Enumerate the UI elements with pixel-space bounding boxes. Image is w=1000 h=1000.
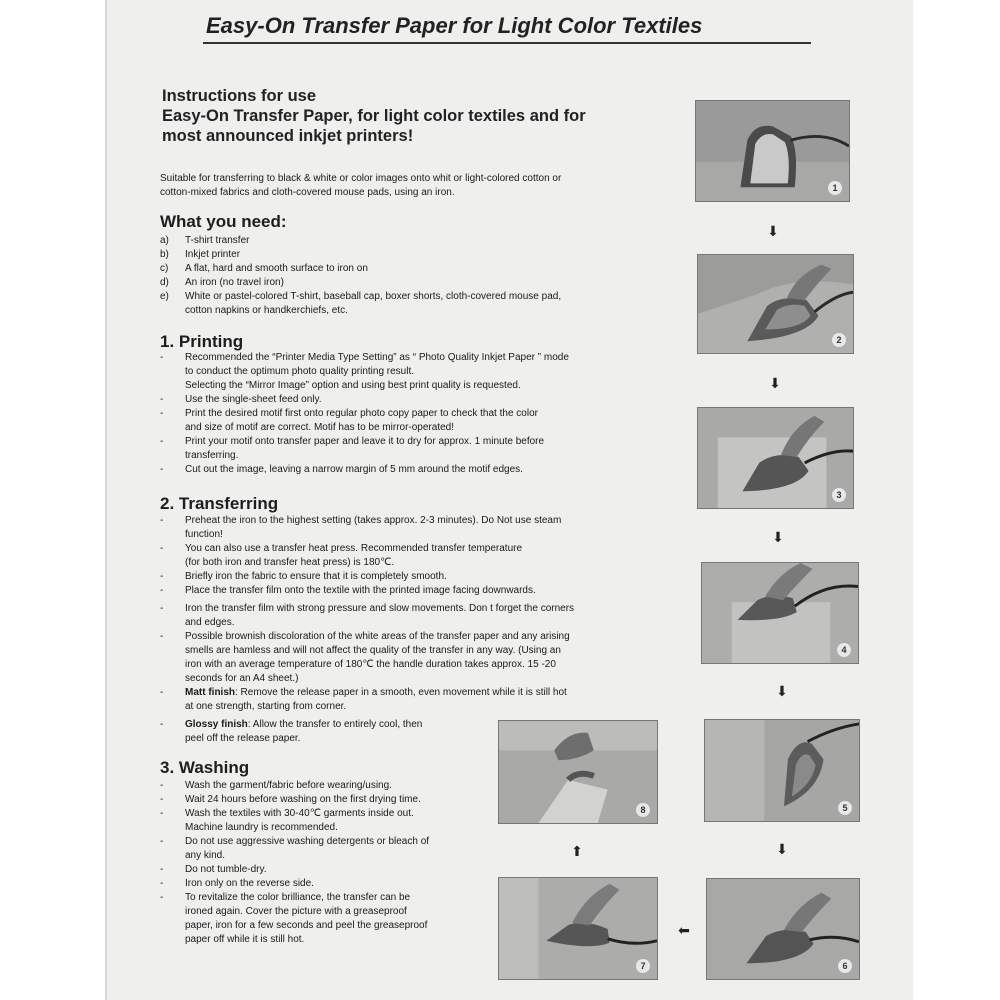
list-marker: [160, 732, 185, 746]
list-marker: -: [160, 836, 164, 847]
list-text: Place the transfer film onto the textile with the printed image facing downwards.: [185, 585, 536, 596]
list-text: You can also use a transfer heat press. Recommended transfer temperature: [185, 543, 523, 554]
list-text: cotton napkins or handkerchiefs, etc.: [185, 305, 348, 316]
step-number: 1: [828, 181, 842, 195]
matt-finish-text: : Remove the release paper in a smooth, even movement while it is still hot: [235, 687, 567, 698]
list-marker: e): [160, 291, 169, 302]
list-marker: -: [160, 687, 164, 698]
ironing-press-icon: [707, 879, 859, 979]
ironing-paper-icon: [698, 408, 853, 508]
step-number: 5: [838, 801, 852, 815]
list-marker: d): [160, 277, 169, 288]
list-text: iron with an average temperature of 180℃ the handle duration takes approx. 15 -20: [185, 659, 556, 670]
intro-line-2: Easy-On Transfer Paper, for light color textiles and for: [162, 107, 586, 125]
list-text: Inkjet printer: [185, 249, 241, 260]
list-text: Do not tumble-dry.: [185, 864, 267, 875]
list-text: peel off the release paper.: [185, 733, 301, 744]
arrow-down-icon: ⬇: [769, 375, 781, 391]
list-marker: [160, 449, 185, 463]
list-item: [160, 365, 569, 379]
list-item: [160, 584, 574, 598]
list-marker: b): [160, 249, 169, 260]
list-text: Selecting the “Mirror Image” option and using best print quality is requested.: [185, 380, 521, 391]
list-item: [160, 807, 429, 821]
arrow-left-icon: ⬅: [678, 922, 690, 938]
list-item-matt-finish: [160, 686, 574, 700]
list-marker: -: [160, 794, 164, 805]
list-text: [185, 686, 567, 700]
washing-list: [160, 779, 429, 947]
glossy-finish-label: Glossy finish: [185, 719, 248, 730]
arrow-down-icon: ⬇: [772, 529, 784, 545]
list-item: [160, 933, 429, 947]
list-item: [160, 835, 429, 849]
step-photo-8: [498, 720, 658, 824]
page-margin-right: [913, 0, 1000, 1000]
list-text: function!: [185, 529, 223, 540]
list-marker: -: [160, 394, 164, 405]
list-item: [160, 616, 574, 630]
list-text: White or pastel-colored T-shirt, baseball cap, boxer shorts, cloth-covered mouse pad,: [185, 291, 562, 302]
arrow-up-icon: ⬆: [571, 843, 583, 859]
list-item: [160, 248, 561, 262]
list-text: Wait 24 hours before washing on the first drying time.: [185, 794, 421, 805]
step-photo-7: [498, 877, 658, 980]
list-item: [160, 905, 429, 919]
intro-description-line: cotton-mixed fabrics and cloth-covered mouse pads, using an iron.: [160, 187, 455, 198]
list-marker: [160, 304, 185, 318]
list-item: [160, 435, 569, 449]
list-text: transferring.: [185, 450, 239, 461]
list-item: [160, 556, 574, 570]
list-item: [160, 644, 574, 658]
list-item: [160, 463, 569, 477]
list-item: [160, 528, 574, 542]
list-marker: -: [160, 892, 164, 903]
list-text: paper, iron for a few seconds and peel the greaseproof: [185, 920, 428, 931]
list-item: [160, 514, 574, 528]
list-text: (for both iron and transfer heat press) is 180℃.: [185, 557, 395, 568]
ironing-again-icon: [499, 878, 657, 979]
list-text: A flat, hard and smooth surface to iron on: [185, 263, 368, 274]
list-text: Print the desired motif first onto regular photo copy paper to check that the color: [185, 408, 538, 419]
list-item: [160, 863, 429, 877]
list-marker: -: [160, 585, 164, 596]
list-marker: -: [160, 436, 164, 447]
section-heading-printing: 1. Printing: [160, 332, 244, 351]
list-item: [160, 304, 561, 318]
step-number: 7: [636, 959, 650, 973]
list-text: Briefly iron the fabric to ensure that it is completely smooth.: [185, 571, 447, 582]
ironing-corner-icon: [702, 563, 858, 663]
list-marker: [160, 379, 185, 393]
step-number: 8: [636, 803, 650, 817]
list-marker: -: [160, 864, 164, 875]
list-item: [160, 351, 569, 365]
list-item: [160, 891, 429, 905]
section-heading-transferring: 2. Transferring: [160, 494, 279, 513]
list-item: [160, 393, 569, 407]
list-marker: -: [160, 631, 164, 642]
list-text: smells are hamless and will not affect the quality of the transfer in any way. (Using an: [185, 645, 561, 656]
list-text: Recommended the “Printer Media Type Setting” as “ Photo Quality Inkjet Paper ” mode: [185, 352, 569, 363]
iron-standing-icon: [696, 101, 849, 201]
list-text: paper off while it is still hot.: [185, 934, 305, 945]
list-text: and size of motif are correct. Motif has to be mirror-operated!: [185, 422, 454, 433]
list-marker: c): [160, 263, 169, 274]
list-text: Iron only on the reverse side.: [185, 878, 314, 889]
list-marker: -: [160, 808, 164, 819]
page-margin-left: [0, 0, 107, 1000]
list-marker: [160, 644, 185, 658]
list-text: Do not use aggressive washing detergents or bleach of: [185, 836, 430, 847]
intro-heading: [162, 86, 682, 146]
list-text: and edges.: [185, 617, 235, 628]
step-number: 2: [832, 333, 846, 347]
step-photo-2: [697, 254, 854, 354]
list-text: Wash the garment/fabric before wearing/using.: [185, 780, 392, 791]
list-item: [160, 276, 561, 290]
section-heading-what-you-need: What you need:: [160, 212, 287, 231]
list-item: [160, 542, 574, 556]
step-number: 4: [837, 643, 851, 657]
list-marker: -: [160, 878, 164, 889]
title-underline: [203, 42, 811, 44]
peeling-paper-icon: [499, 721, 657, 823]
list-item: [160, 779, 429, 793]
arrow-down-icon: ⬇: [776, 841, 788, 857]
list-item: [160, 602, 574, 616]
list-item: [160, 658, 574, 672]
list-marker: -: [160, 352, 164, 363]
list-item: [160, 630, 574, 644]
list-item: [160, 407, 569, 421]
list-marker: -: [160, 780, 164, 791]
list-marker: [160, 365, 185, 379]
step-photo-1: [695, 100, 850, 202]
list-marker: a): [160, 235, 169, 246]
list-item: [160, 919, 429, 933]
list-marker: [160, 616, 185, 630]
step-photo-6: [706, 878, 860, 980]
section-heading-washing: 3. Washing: [160, 758, 250, 777]
glossy-finish-text: : Allow the transfer to entirely cool, then: [247, 719, 423, 730]
needs-list: [160, 234, 561, 318]
list-text: Possible brownish discoloration of the white areas of the transfer paper and any arising: [185, 631, 570, 642]
list-marker: -: [160, 719, 164, 730]
step-photo-4: [701, 562, 859, 664]
arrow-down-icon: ⬇: [776, 683, 788, 699]
step-number: 3: [832, 488, 846, 502]
ironing-fabric-icon: [698, 255, 853, 353]
list-text: Cut out the image, leaving a narrow margin of 5 mm around the motif edges.: [185, 464, 523, 475]
matt-finish-label: Matt finish: [185, 687, 235, 698]
list-text: An iron (no travel iron): [185, 277, 284, 288]
list-marker: -: [160, 543, 164, 554]
list-marker: [160, 821, 185, 835]
list-item: [160, 700, 574, 714]
arrow-down-icon: ⬇: [767, 223, 779, 239]
intro-line-3: most announced inkjet printers!: [162, 127, 414, 145]
list-marker: [160, 905, 185, 919]
list-text: Print your motif onto transfer paper and leave it to dry for approx. 1 minute before: [185, 436, 545, 447]
list-item: [160, 379, 569, 393]
list-item: [160, 262, 561, 276]
ironing-edges-icon: [705, 720, 859, 821]
list-item: [160, 290, 561, 304]
list-item: [160, 421, 569, 435]
list-text: to conduct the optimum photo quality printing result.: [185, 366, 415, 377]
list-text: [185, 718, 422, 732]
list-item: [160, 449, 569, 463]
list-item: [160, 849, 429, 863]
list-item: [160, 672, 574, 686]
document-title: Easy-On Transfer Paper for Light Color Textiles: [206, 13, 703, 38]
printing-list: [160, 351, 569, 477]
list-text: at one strength, starting from corner.: [185, 701, 347, 712]
list-marker: -: [160, 515, 164, 526]
list-text: Use the single-sheet feed only.: [185, 394, 322, 405]
list-marker: [160, 700, 185, 714]
list-marker: [160, 421, 185, 435]
list-text: To revitalize the color brilliance, the transfer can be: [185, 892, 411, 903]
list-text: T-shirt transfer: [185, 235, 250, 246]
list-marker: [160, 528, 185, 542]
list-marker: [160, 672, 185, 686]
list-text: Machine laundry is recommended.: [185, 822, 338, 833]
list-marker: -: [160, 603, 164, 614]
intro-description-line: Suitable for transferring to black & white or color images onto whit or light-colored cotton or: [160, 173, 562, 184]
list-marker: [160, 919, 185, 933]
list-marker: [160, 933, 185, 947]
step-photo-5: [704, 719, 860, 822]
transferring-list: [160, 514, 574, 746]
list-text: Preheat the iron to the highest setting (takes approx. 2-3 minutes). Do Not use steam: [185, 515, 562, 526]
intro-description: [160, 172, 680, 200]
list-text: Iron the transfer film with strong pressure and slow movements. Don t forget the corners: [185, 603, 575, 614]
list-item: [160, 234, 561, 248]
list-marker: [160, 849, 185, 863]
list-item: [160, 877, 429, 891]
intro-line-1: Instructions for use: [162, 87, 317, 105]
list-text: Wash the textiles with 30-40℃ garments inside out.: [185, 808, 414, 819]
list-text: ironed again. Cover the picture with a greaseproof: [185, 906, 407, 917]
list-text: any kind.: [185, 850, 226, 861]
list-item: [160, 793, 429, 807]
list-marker: [160, 658, 185, 672]
list-text: seconds for an A4 sheet.): [185, 673, 299, 684]
list-marker: [160, 556, 185, 570]
step-number: 6: [838, 959, 852, 973]
step-photo-3: [697, 407, 854, 509]
list-item: [160, 821, 429, 835]
list-marker: -: [160, 408, 164, 419]
list-marker: -: [160, 464, 164, 475]
list-item: [160, 570, 574, 584]
list-marker: -: [160, 571, 164, 582]
